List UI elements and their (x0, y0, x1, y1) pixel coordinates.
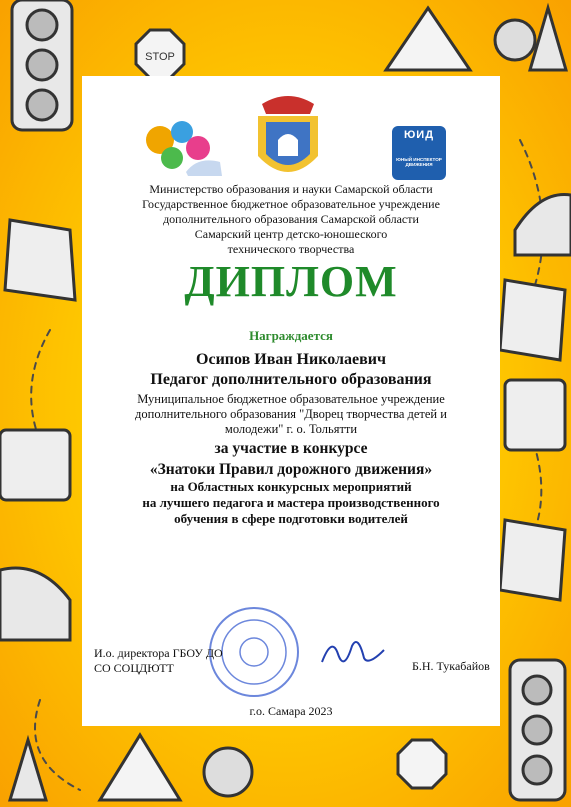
org-line: дополнительного образования "Дворец творчества детей и (135, 407, 447, 421)
issuer-line: технического творчества (227, 242, 355, 256)
stop-sign-icon (136, 30, 184, 78)
traffic-light-icon (12, 0, 72, 130)
diploma-title: ДИПЛОМ (184, 257, 398, 306)
stop-sign-icon (398, 740, 446, 788)
signatory-role-line: И.о. директора ГБОУ ДО (94, 646, 223, 660)
recipient-organization (92, 392, 490, 437)
contest-detail: на Областных конкурсных мероприятий (170, 479, 412, 494)
award-body (92, 350, 490, 527)
logo-row (82, 92, 500, 192)
samara-coat-of-arms-icon (248, 92, 328, 188)
issuer-line: дополнительного образования Самарской области (163, 212, 419, 226)
yuid-logo (392, 126, 446, 180)
yuid-subtitle: ЮНЫЙ ИНСПЕКТОР ДВИЖЕНИЯ (396, 157, 442, 167)
traffic-cone-icon (10, 740, 46, 800)
signatory-role-line: СО СОЦДЮТТ (94, 661, 174, 675)
diploma-sheet (82, 76, 500, 726)
recipient-position: Педагог дополнительного образования (150, 371, 432, 388)
svg-text:STOP: STOP (145, 51, 175, 63)
signatory-name: Б.Н. Тукабайов (412, 659, 490, 673)
road-work-sign-icon (100, 735, 180, 800)
issuer-line: Министерство образования и науки Самарской области (149, 182, 433, 196)
contest-detail: на лучшего педагога и мастера производственного (142, 495, 440, 510)
awarded-label: Награждается (249, 328, 333, 343)
signature-icon (318, 632, 388, 676)
contest-detail: обучения в сфере подготовки водителей (174, 511, 408, 526)
org-line: молодежи" г. о. Тольятти (224, 422, 358, 436)
place-year: г.о. Самара 2023 (249, 704, 333, 718)
contest-intro: за участие в конкурсе (214, 440, 368, 457)
yuid-title: ЮИД (403, 129, 435, 141)
issuer-line: Самарский центр детско-юношеского (194, 227, 388, 241)
issuer-header (82, 182, 500, 257)
signatory-role (94, 646, 223, 676)
issuer-line: Государственное бюджетное образовательное учреждение (142, 197, 440, 211)
gears-car-icon (136, 116, 226, 184)
road-work-sign-icon (386, 8, 470, 70)
recipient-name: Осипов Иван Николаевич (196, 351, 386, 368)
traffic-light-icon (510, 660, 565, 800)
org-line: Муниципальное бюджетное образовательное учреждение (137, 392, 445, 406)
contest-name: «Знатоки Правил дорожного движения» (149, 461, 433, 478)
